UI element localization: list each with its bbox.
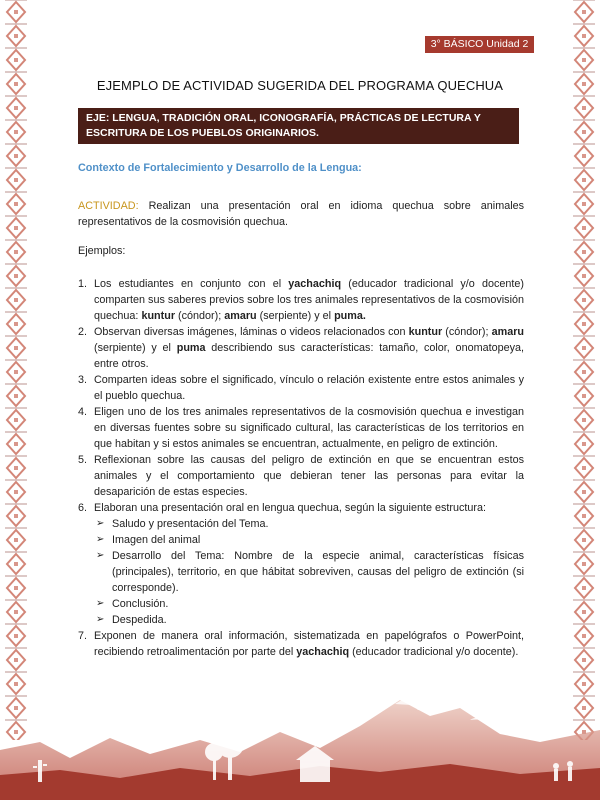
footer-landscape-illustration [0, 680, 600, 800]
examples-label: Ejemplos: [78, 245, 126, 257]
activity-paragraph [78, 198, 524, 230]
arrow-bullet-icon: ➢ [96, 614, 105, 625]
unit-badge: 3° BÁSICO Unidad 2 [425, 36, 534, 53]
bold-term: yachachiq [296, 646, 350, 658]
list-item-text: (cóndor); [175, 310, 225, 322]
sub-list-item-text: Conclusión. [112, 598, 169, 610]
sub-list-item [94, 548, 524, 596]
sub-list [94, 516, 524, 628]
bold-term: kuntur [408, 326, 443, 338]
page-title: EJEMPLO DE ACTIVIDAD SUGERIDA DEL PROGRAMA QUECHUA [96, 78, 504, 93]
list-item [78, 628, 524, 660]
steps-list [78, 276, 524, 660]
sub-list-item [94, 596, 524, 612]
bold-term: amaru [224, 310, 257, 322]
sub-list-item [94, 516, 524, 532]
activity-text: Realizan una presentación oral en idioma quechua sobre animales representativos de la cosmovisión quechua. [78, 200, 524, 228]
decorative-border-left [3, 0, 29, 740]
sub-list-item [94, 612, 524, 628]
list-item [78, 276, 524, 324]
bold-term: puma. [334, 310, 366, 322]
sub-list-item-text: Desarrollo del Tema: Nombre de la especie animal, características físicas (principales), territorio, en que hábitat sobreviven, causas del peligro de extinción (si corresponde). [112, 550, 524, 594]
list-item-number: 6. [78, 502, 88, 514]
list-item-text: (serpiente) y el [94, 342, 177, 354]
list-item-text: Comparten ideas sobre el significado, vínculo o relación existente entre estos animales y el pueblo quechua. [94, 374, 524, 402]
sub-list-item-text: Saludo y presentación del Tema. [112, 518, 269, 530]
sub-list-item-text: Despedida. [112, 614, 167, 626]
list-item-text: Observan diversas imágenes, láminas o videos relacionados con [94, 326, 409, 338]
list-item-text: Exponen de manera oral información, sistematizada en papelógrafos o PowerPoint, recibiendo retroalimentación por parte del [94, 630, 524, 658]
list-item [78, 324, 524, 372]
sub-list-item-text: Imagen del animal [112, 534, 201, 546]
activity-label: ACTIVIDAD: [78, 200, 139, 212]
list-item-text: (serpiente) y el [256, 310, 335, 322]
list-item-text: describiendo sus características: tamaño, color, onomatopeya, entre otros. [94, 342, 524, 370]
bold-term: kuntur [141, 310, 176, 322]
list-item-number: 5. [78, 454, 88, 466]
list-item-text: (educador tradicional y/o docente). [349, 646, 519, 658]
list-item [78, 372, 524, 404]
list-item [78, 452, 524, 500]
eje-banner: EJE: LENGUA, TRADICIÓN ORAL, ICONOGRAFÍA, PRÁCTICAS DE LECTURA Y ESCRITURA DE LOS PUEBLOS ORIGINARIOS. [78, 108, 519, 144]
sub-list-item [94, 532, 524, 548]
list-item-number: 2. [78, 326, 88, 338]
list-item-text: Reflexionan sobre las causas del peligro de extinción en que se encuentran estos animales y el comportamiento que debieran tener las personas para evitar la desaparición de estas especies. [94, 454, 524, 498]
list-item-text: Eligen uno de los tres animales representativos de la cosmovisión quechua e investigan en diversas fuentes sobre su significado cultural, las características de los territorios en que habitan y si estos animales se encuentran, actualmente, en peligro de extinción. [94, 406, 524, 450]
bold-term: puma [176, 342, 206, 354]
arrow-bullet-icon: ➢ [96, 550, 105, 561]
list-item-number: 3. [78, 374, 88, 386]
list-item-text: Los estudiantes en conjunto con el [94, 278, 289, 290]
list-item-number: 1. [78, 278, 88, 290]
list-item [78, 404, 524, 452]
list-item-text: (educador tradicional y/o docente) comparten sus saberes previos sobre los tres animales representativos de la cosmovisión quechua: [94, 278, 524, 322]
list-item-text: Elaboran una presentación oral en lengua quechua, según la siguiente estructura: [94, 502, 486, 514]
arrow-bullet-icon: ➢ [96, 534, 105, 545]
arrow-bullet-icon: ➢ [96, 518, 105, 529]
decorative-border-right [571, 0, 597, 740]
list-item-text: (cóndor); [442, 326, 492, 338]
list-item-number: 7. [78, 630, 88, 642]
list-item-number: 4. [78, 406, 88, 418]
context-heading: Contexto de Fortalecimiento y Desarrollo de la Lengua: [78, 162, 362, 174]
list-item [78, 500, 524, 628]
arrow-bullet-icon: ➢ [96, 598, 105, 609]
bold-term: amaru [491, 326, 525, 338]
bold-term: yachachiq [288, 278, 342, 290]
